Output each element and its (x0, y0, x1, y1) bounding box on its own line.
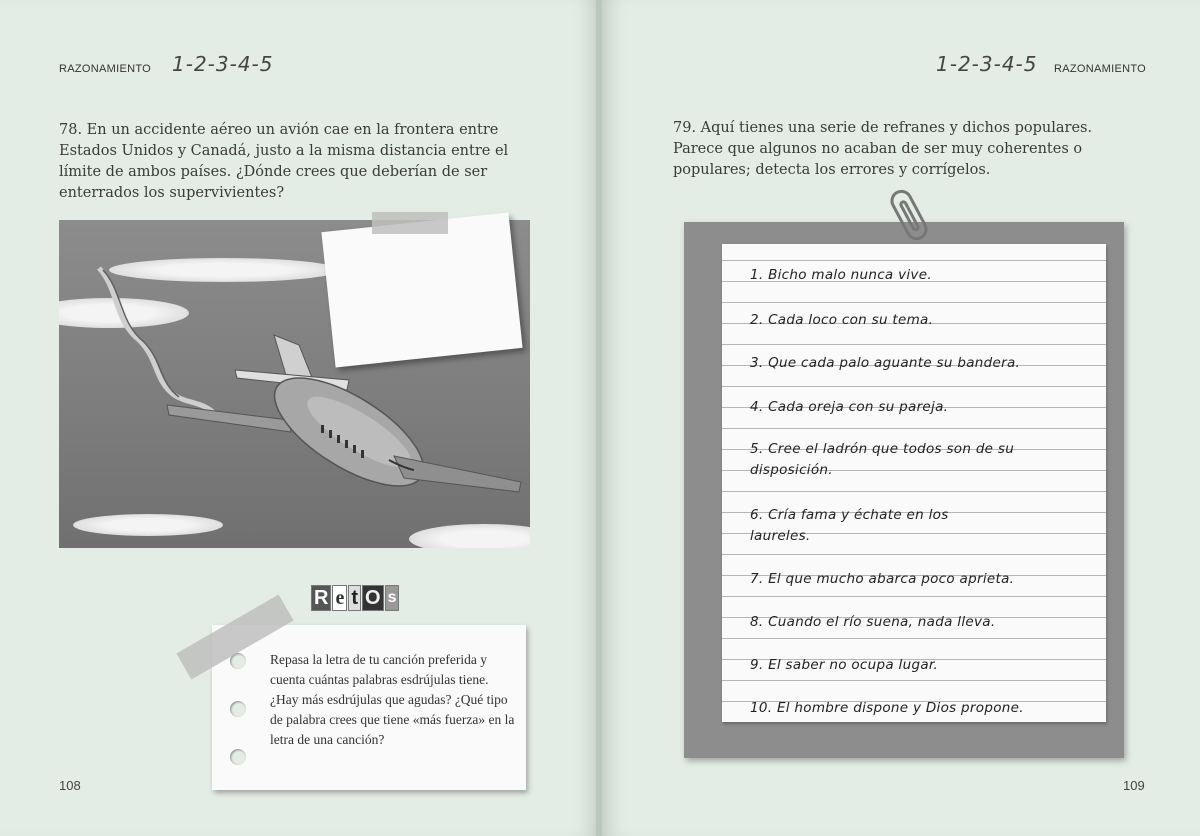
tape-strip (372, 212, 448, 234)
retos-letter: s (385, 585, 400, 611)
saying-6: 6. Cría fama y échate en los laureles. (750, 507, 949, 544)
retos-letter: e (332, 585, 347, 611)
saying-5: 5. Cree el ladrón que todos son de su disposición. (750, 441, 1015, 478)
saying-10: 10. El hombre dispone y Dios propone. (750, 700, 1024, 716)
section-label-left: RAZONAMIENTO (59, 63, 152, 75)
saying-1: 1. Bicho malo nunca vive. (750, 267, 932, 283)
saying-7: 7. El que mucho abarca poco aprieta. (750, 571, 1015, 587)
section-label-right: RAZONAMIENTO (1054, 63, 1147, 75)
saying-8: 8. Cuando el río suena, nada lleva. (750, 614, 996, 630)
binder-hole (230, 701, 246, 717)
saying-4: 4. Cada oreja con su pareja. (750, 399, 949, 415)
sticky-note (321, 213, 522, 368)
retos-letter: t (348, 585, 361, 611)
page-number-left: 108 (59, 778, 81, 793)
binder-hole (230, 749, 246, 765)
retos-logo (311, 585, 399, 611)
saying-2: 2. Cada loco con su tema. (750, 312, 934, 328)
retos-letter: R (311, 585, 331, 611)
question-78: 78. En un accidente aéreo un avión cae en la frontera entre Estados Unidos y Canadá, justo a la misma distancia entre el límite de ambos países. ¿Dónde crees que deberían de ser enterrados los supervivientes? (59, 122, 509, 201)
levels-left: 1-2-3-4-5 (172, 52, 274, 76)
levels-right: 1-2-3-4-5 (936, 52, 1038, 76)
retos-text: Repasa la letra de tu canción preferida y cuenta cuántas palabras esdrújulas tiene. ¿Hay más esdrújulas que agudas? ¿Qué tipo de palabra crees que tiene «más fuerza» en la letra de una canción? (270, 652, 515, 747)
question-79: 79. Aquí tienes una serie de refranes y dichos populares. Parece que algunos no acaban de ser muy coherentes o populares; detecta los errores y corrígelos. (673, 120, 1093, 178)
saying-9: 9. El saber no ocupa lugar. (750, 657, 939, 673)
saying-3: 3. Que cada palo aguante su bandera. (750, 355, 1021, 371)
retos-card (212, 625, 526, 790)
retos-letter: O (362, 585, 384, 611)
page-number-right: 109 (1123, 778, 1145, 793)
